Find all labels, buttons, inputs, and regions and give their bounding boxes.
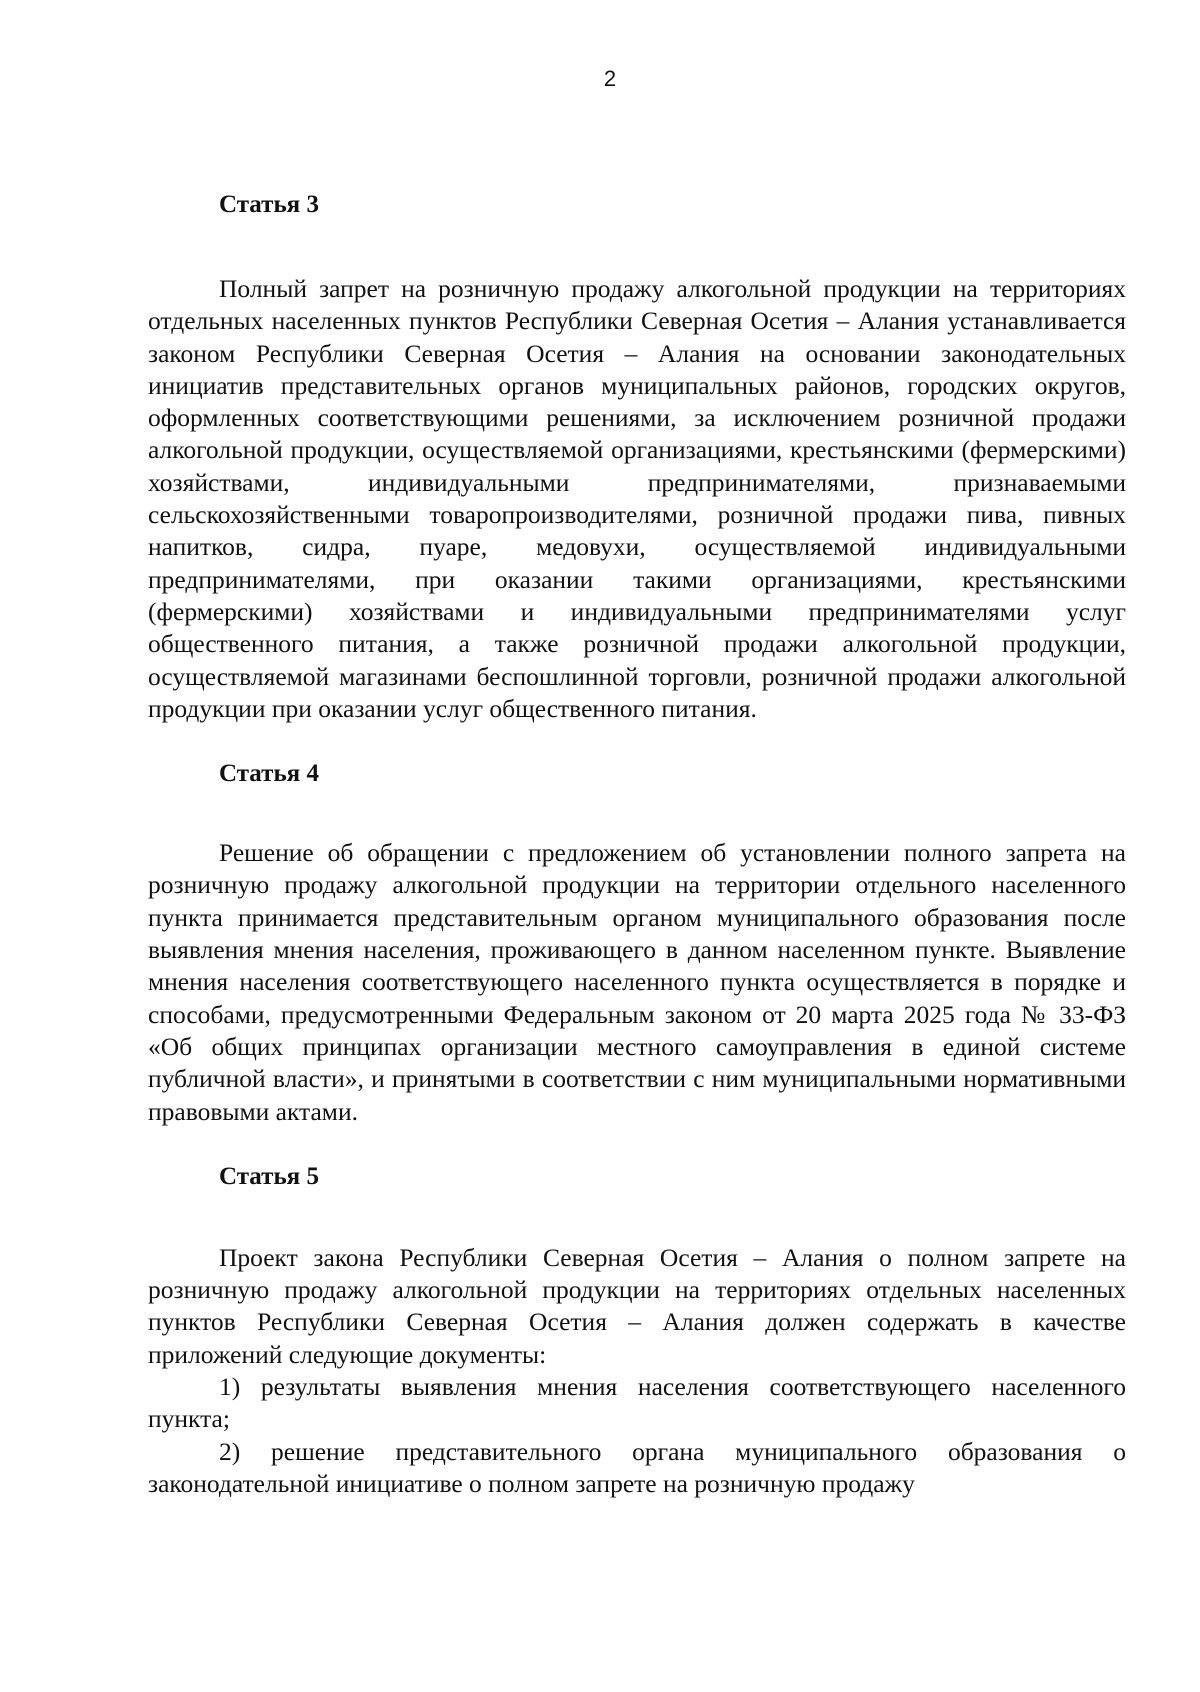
article-3-heading: Статья 3	[219, 191, 319, 218]
article-5-item-1: 1) результаты выявления мнения населения соответствующего населенного пункта;	[148, 1372, 1126, 1434]
page-number: 2	[603, 66, 617, 91]
document-body	[148, 190, 1126, 1500]
article-3	[148, 190, 1126, 725]
article-5	[148, 1162, 1126, 1500]
article-4-heading: Статья 4	[219, 760, 319, 788]
article-4-text: Решение об обращении с предложением об установлении полного запрета на розничную продажу алкогольной продукции на территории отдельного населенного пункта принимается представительным органом муниципального образования после выявления мнения населения, проживающего в данном населенном пункте. Выявление мнения населения соответствующего населенного пункта осуществляется в порядке и способами, предусмотренными Федеральным законом от 20 марта 2025 года № 33-ФЗ «Об общих принципах организации местного самоуправления в единой системе публичной власти», и принятыми в соответствии с ним муниципальными нормативными правовыми актами.	[148, 838, 1126, 1126]
article-5-item-2: 2) решение представительного органа муниципального образования о законодательной инициативе о полном запрете на розничную продажу	[148, 1436, 1126, 1498]
article-5-heading: Статья 5	[219, 1162, 319, 1190]
article-3-text: Полный запрет на розничную продажу алкогольной продукции на территориях отдельных населенных пунктов Республики Северная Осетия – Алания устанавливается законом Республики Северная Осетия – Алания на основании законодательных инициатив представительных органов муниципальных районов, городских округов, оформленных соответствующими решениями, за исключением розничной продажи алкогольной продукции, осуществляемой организациями, крестьянскими (фермерскими) хозяйствами, индивидуальными предпринимателями, признаваемыми сельскохозяйственными товаропроизводителями, розничной продажи пива, пивных напитков, сидра, пуаре, медовухи, осуществляемой индивидуальными предпринимателями, при оказании такими организациями, крестьянскими (фермерскими) хозяйствами и индивидуальными предпринимателями услуг общественного питания, а также розничной продажи алкогольной продукции, осуществляемой магазинами беспошлинной торговли, розничной продажи алкогольной продукции при оказании услуг общественного питания.	[148, 274, 1126, 723]
article-5-text: Проект закона Республики Северная Осетия – Алания о полном запрете на розничную продажу алкогольной продукции на территориях отдельных населенных пунктов Республики Северная Осетия – Алания должен содержать в качестве приложений следующие документы:	[148, 1242, 1126, 1369]
article-4	[148, 759, 1126, 1128]
